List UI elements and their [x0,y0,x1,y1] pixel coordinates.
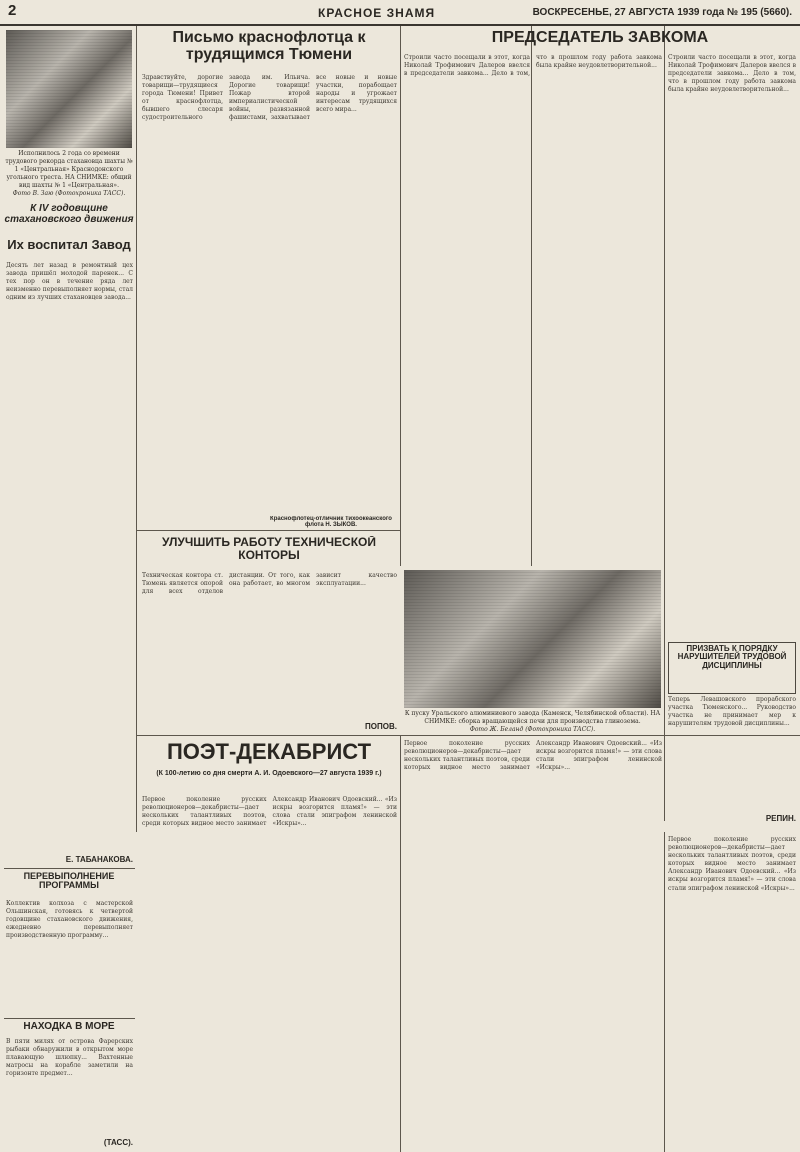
poet-text-end: Первое поколение русских революционеров—декабристы—дает нескольких талантливых поэтов, среди которых видное место занимает Александр Иванович Одоевский... «Из искры возгорится пламя!» — эти слова стали эпиграфом ленинской «Искры»... [668,836,796,892]
masthead: КРАСНОЕ ЗНАМЯ [318,6,436,20]
chairman-subhead: ПРИЗВАТЬ К ПОРЯДКУ НАРУШИТЕЛЕЙ ТРУДОВОЙ ДИСЦИПЛИНЫ [668,642,796,694]
stakhanov-signature: Е. ТАБАНАКОВА. [65,855,133,864]
letter-text: Здравствуйте, дорогие товарищи—трудящиеся города Тюмени! Привет от краснофлотца, бывшего слесаря судостроительного завода им. Ильича. Дорогие товарищи! Пожар второй империалистической войны, развязанной фашистами, захватывает все новые и новые участки, порабощает народы и угрожает интересам трудящихся всего мира... [142,74,397,122]
shaft-photo-credit: Фото В. Заю (Фотохроника ТАСС). [12,190,126,197]
chairman-text-continued: Строили часто посещали в этот, когда Николай Трофимович Далеров ввелся в председатели завкома... Дело в том, что в прошлом году работа завкома была крайне неудовлетворительной... [668,54,796,94]
ship-credit: (ТАСС). [103,1138,133,1147]
office-title: УЛУЧШИТЬ РАБОТУ ТЕХНИЧЕСКОЙ КОНТОРЫ [161,536,376,562]
office-signature: ПОПОВ. [365,722,397,731]
page-number: 2 [8,2,17,19]
programs-title: ПЕРЕВЫПОЛНЕНИЕ ПРОГРАММЫ [23,872,115,891]
plant-photo-caption: К пуску Уральского алюминиевого завода (Каменск, Челябинской области). НА СНИМКЕ: сборка вращающейся печи для производства глинозема. [404,710,661,726]
programs-text: Коллектив колхоза с мастерской Ольшинская, готовясь к четвертой годовщине стахановского движения, ежедневно перевыполняет производственную программу... [6,900,133,940]
poet-subtitle: (К 100-летию со дня смерти А. И. Одоевского—27 августа 1939 г.) [156,770,382,777]
plant-photo [404,570,661,708]
stakhanov-title: Их воспитал Завод [7,238,131,252]
issue-line: ВОСКРЕСЕНЬЕ, 27 АВГУСТА 1939 года № 195 (5660). [532,7,792,18]
shaft-photo-caption: Исполнилось 2 года со времени трудового рекорда стахановца шахты № 1 «Центральная» Краснодонского угольного треста. НА СНИМКЕ: общий вид шахты № 1 «Центральная». [5,150,133,190]
plant-photo-credit: Фото Ж. Беланд (Фотохроника ТАСС). [469,726,596,733]
poet-text: Первое поколение русских революционеров—декабристы—дает нескольких талантливых поэтов, среди которых видное место занимает Александр Иванович Одоевский... «Из искры возгорится пламя!» — эти слова стали эпиграфом ленинской «Искры»... [142,796,397,828]
page-header [0,0,800,26]
chairman-subtext: Теперь Левашовского прорабского участка Тюменского... Руководство участка не принимает мер к нарушителям трудовой дисциплины... [668,696,796,728]
chairman-text: Строили часто посещали в этот, когда Николай Трофимович Далеров ввелся в председатели завкома... Дело в том, что в прошлом году работа завкома была крайне неудовлетворительной... [404,54,662,78]
chairman-title: ПРЕДСЕДАТЕЛЬ ЗАВКОМА [491,30,709,46]
letter-title: Письмо краснофлотца к трудящимся Тюмени [172,30,366,63]
stakhanov-text: Десять лет назад в ремонтный цех завода пришёл молодой паренек... С тех пор он в течение ряда лет неизменно перевыполняет нормы, стал одним из лучших стахановцев завода... [6,262,133,302]
letter-signature: Краснофлотец-отличник Тихоокеанского флота Н. ЗЫКОВ. [270,516,392,528]
stakhanov-kicker: К IV годовщине стахановского движения [4,203,134,225]
ship-text: В пяти милях от острова Фарерских рыбаки обнаружили в открытом море плавающую шлюпку... Вахтенные матросы на корабле заметили на горизонте предмет... [6,1038,133,1078]
ship-title: НАХОДКА В МОРЕ [23,1022,115,1032]
poet-title: ПОЭТ-ДЕКАБРИСТ [166,740,372,764]
poet-text-continued: Первое поколение русских революционеров—декабристы—дает нескольких талантливых поэтов, среди которых видное место занимает Александр Иванович Одоевский... «Из искры возгорится пламя!» — эти слова стали эпиграфом ленинской «Искры»... [404,740,662,772]
office-text: Техническая контора ст. Тюмень является опорой для всех отделов дистанции. От того, как она работает, во многом зависит качество эксплуатации... [142,572,397,596]
chairman-signature: РЕПИН. [765,814,796,823]
shaft-photo [6,30,132,148]
